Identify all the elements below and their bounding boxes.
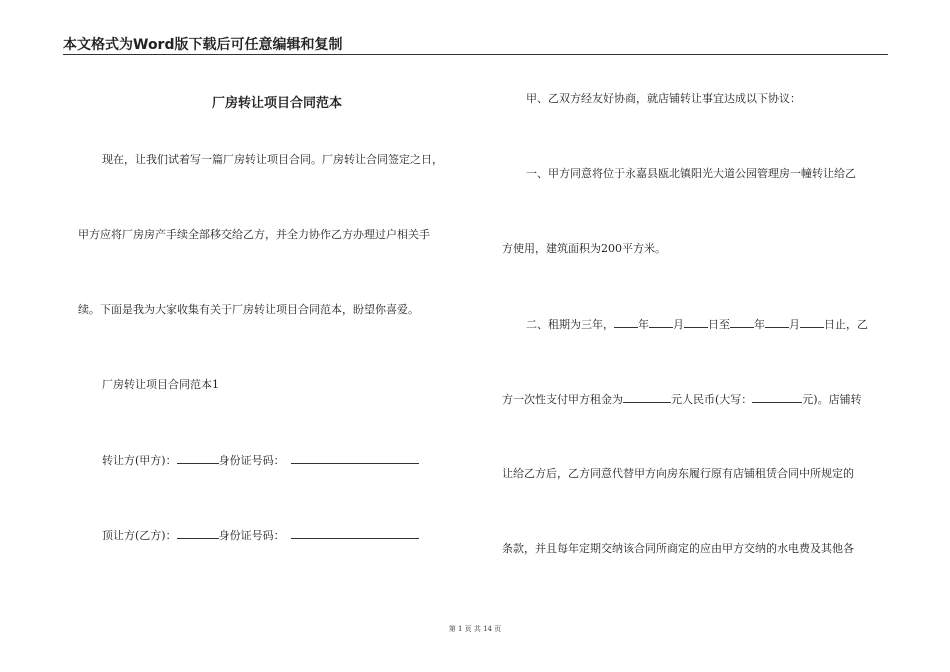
clause-line: 让给乙方后，乙方同意代替甲方向房东履行原有店铺租赁合同中所规定的 [502, 467, 854, 480]
transferor-line [102, 453, 419, 468]
month-blank [649, 317, 673, 328]
year-blank [614, 317, 638, 328]
agreement-intro: 甲、乙双方经友好协商，就店铺转让事宜达成以下协议： [526, 92, 801, 105]
transferee-line [102, 528, 419, 543]
clause-line: 条款，并且每年定期交纳该合同所商定的应由甲方交纳的水电费及其他各 [502, 542, 854, 555]
header-text: 本文格式为Word版下载后可任意编辑和复制 [63, 37, 343, 53]
section-subtitle: 厂房转让项目合同范本1 [102, 378, 219, 391]
year-blank [730, 317, 754, 328]
id-label: 身份证号码： [218, 529, 285, 542]
month-blank [765, 317, 789, 328]
clause-text: 二、租期为三年， [526, 318, 614, 331]
clause-line: 一、甲方同意将位于永嘉县瓯北镇阳光大道公园管理房一幢转让给乙 [526, 167, 856, 180]
name-blank [177, 528, 219, 539]
id-blank [291, 453, 419, 464]
clause-text: 年 [754, 318, 765, 331]
id-label: 身份证号码： [218, 454, 285, 467]
page-footer: 第 1 页 共 14 页 [448, 625, 502, 633]
left-column [78, 0, 476, 672]
amount-words-blank [752, 392, 802, 403]
clause-text: 方一次性支付甲方租金为 [502, 393, 623, 406]
clause-text: 年 [638, 318, 649, 331]
document-title: 厂房转让项目合同范本 [211, 96, 342, 111]
clause-line [502, 392, 862, 407]
clause-text: 元人民币(大写： [671, 393, 753, 406]
clause-text: 月 [789, 318, 800, 331]
amount-blank [623, 392, 671, 403]
clause-text: 元)。店铺转 [802, 393, 862, 406]
day-blank [800, 317, 824, 328]
paragraph-line: 现在，让我们试着写一篇厂房转让项目合同。厂房转让合同签定之日， [102, 153, 443, 166]
transferee-label: 顶让方(乙方)： [102, 529, 177, 542]
paragraph-line: 甲方应将厂房房产手续全部移交给乙方，并全力协作乙方办理过户相关手 [78, 228, 430, 241]
day-blank [684, 317, 708, 328]
clause-text: 日止，乙 [824, 318, 868, 331]
clause-text: 月 [673, 318, 684, 331]
transferor-label: 转让方(甲方)： [102, 454, 177, 467]
clause-line [526, 317, 868, 332]
id-blank [291, 528, 419, 539]
clause-line: 方使用，建筑面积为200平方米。 [502, 242, 666, 255]
name-blank [177, 453, 219, 464]
paragraph-line: 续。下面是我为大家收集有关于厂房转让项目合同范本，盼望你喜爱。 [78, 303, 419, 316]
right-column [502, 0, 886, 672]
clause-text: 日至 [708, 318, 730, 331]
